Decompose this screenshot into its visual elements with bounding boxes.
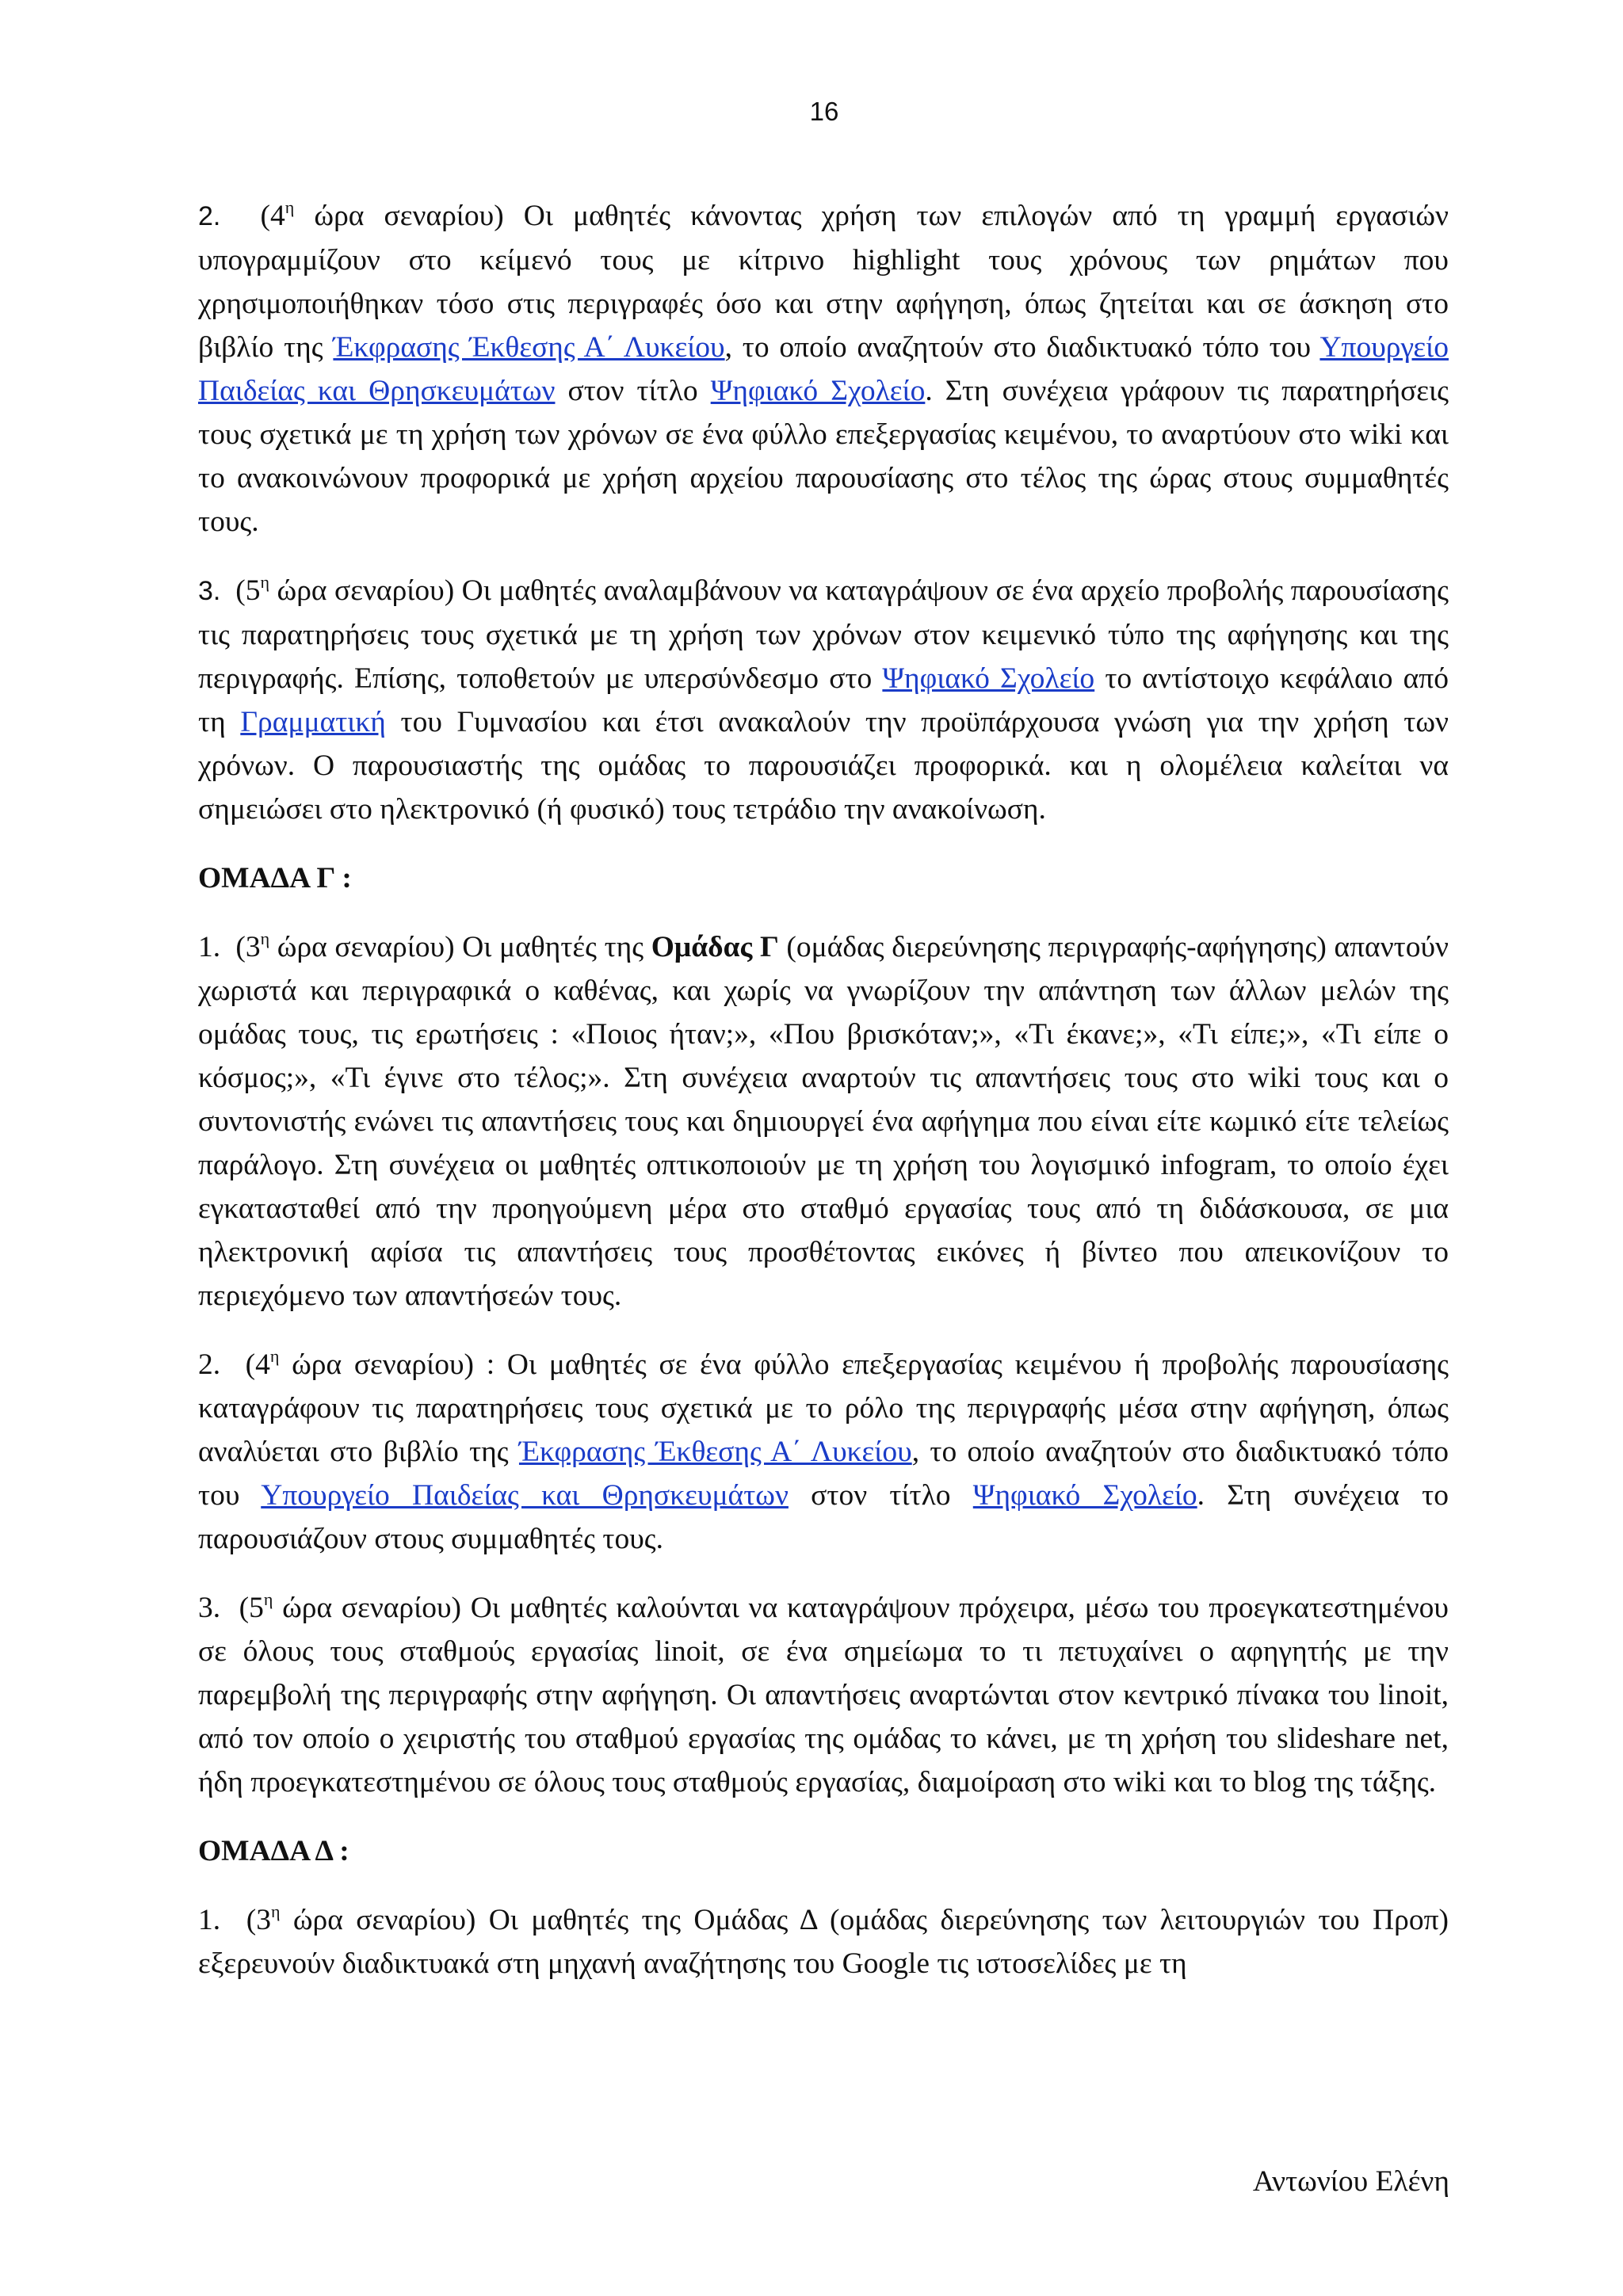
paragraph-text: , το οποίο αναζητούν στο διαδικτυακό τόπο του: [198, 1436, 1449, 1512]
link-digital-school[interactable]: Ψηφιακό Σχολείο: [972, 1479, 1197, 1512]
paragraph-text: (ομάδας διερεύνησης περιγραφής-αφήγησης) απαντούν χωριστά και περιγραφικά ο καθένας, και χωρίς να γνωρίζουν την απάντηση των άλλων μελών της ομάδας τους, τις ερωτήσεις : «Ποιος ήταν;», «Που βρισκόταν;», «Τι έκανε;», «Τι είπε;», «Τι είπε ο κόσμος;», «Τι έγινε στο τέλος;». Στη συνέχεια αναρτούν τις απαντήσεις τους στο wiki τους και ο συντονιστής ενώνει τις απαντήσεις τους και δημιουργεί ένα αφήγημα που είναι είτε κωμικό είτε τελείως παράλογο. Στη συνέχεια οι μαθητές οπτικοποιούν με τη χρήση του λογισμικό infogram, το οποίο έχει εγκατασταθεί από την προηγούμενη μέρα στο σταθμό εργασίας τους από τη διδάσκουσα, σε μια ηλεκτρονική αφίσα τις απαντήσεις τους προσθέτοντας εικόνες ή βίντεο που απεικονίζουν το περιεχόμενο των απαντήσεών τους.: [198, 931, 1449, 1312]
paragraph-text: ώρα σεναρίου) Οι μαθητές καλούνται να καταγράψουν πρόχειρα, μέσω του προεγκατεστημένου σε όλους τους σταθμούς εργασίας linoit, σε ένα σημείωμα το τι πετυχαίνει ο αφηγητής με την παρεμβολή της περιγραφής στην αφήγηση. Οι απαντήσεις αναρτώνται στον κεντρικό πίνακα του linoit, από τον οποίο ο χειριστής του σταθμού εργασίας της ομάδας το κάνει, με τη χρήση του slideshare net, ήδη προεγκατεστημένου σε όλους τους σταθμούς εργασίας, διαμοίραση στο wiki και το blog της τάξης.: [198, 1592, 1449, 1798]
link-ekfrasi-ekthesi-book[interactable]: Έκφρασης Έκθεσης Α΄ Λυκείου: [333, 331, 725, 364]
paragraph-text: . Στη συνέχεια γράφουν τις παρατηρήσεις τους σχετικά με τη χρήση των χρόνων σε ένα φύλλο επεξεργασίας κειμένου, το αναρτύουν στο wiki και το ανακοινώνουν προφορικά με χρήση αρχείου παρουσίασης στο τέλος της ώρας στους συμμαθητές τους.: [198, 375, 1449, 538]
link-ministry-of-education[interactable]: Υπουργείο Παιδείας και Θρησκευμάτων: [198, 331, 1449, 407]
paragraph-group-b-item-3: [198, 569, 1449, 831]
item-number: 3.: [198, 576, 221, 606]
hour-open: (3: [246, 1904, 272, 1936]
paragraph-text: ώρα σεναρίου) : Οι μαθητές σε ένα φύλλο επεξεργασίας κειμένου ή προβολής παρουσίασης καταγράφουν τις παρατηρήσεις τους σχετικά με το ρόλο της περιγραφής μέσα στην αφήγηση, όπως αναλύεται στο βιβλίο της: [198, 1348, 1449, 1468]
hour-open: (3: [235, 931, 261, 963]
paragraph-group-d-item-1: [198, 1898, 1449, 1985]
link-digital-school[interactable]: Ψηφιακό Σχολείο: [710, 375, 926, 407]
paragraph-text: το αντίστοιχο κεφάλαιο από τη: [198, 662, 1449, 738]
hour-open: (4: [245, 1348, 270, 1381]
paragraph-text: . Στη συνέχεια το παρουσιάζουν στους συμμαθητές τους.: [198, 1479, 1449, 1555]
paragraph-text: ώρα σεναρίου) Οι μαθητές της: [269, 931, 651, 963]
paragraph-group-c-item-2: [198, 1343, 1449, 1561]
paragraph-text: στον τίτλο: [555, 375, 711, 407]
ordinal-superscript: η: [271, 1901, 281, 1921]
paragraph-text: ώρα σεναρίου) Οι μαθητές της Ομάδας Δ (ομάδας διερεύνησης των λειτουργιών του Προπ) εξερευνούν διαδικτυακά στη μηχανή αναζήτησης του Google τις ιστοσελίδες με τη: [198, 1904, 1449, 1980]
link-grammar[interactable]: Γραμματική: [240, 706, 386, 738]
ordinal-superscript: η: [285, 197, 295, 217]
page-number: 16: [809, 97, 839, 126]
paragraph-group-c-item-3: [198, 1586, 1449, 1804]
hour-open: (5: [239, 1592, 264, 1624]
ordinal-superscript: η: [260, 572, 270, 592]
group-name-bold: Ομάδας Γ: [651, 931, 779, 963]
link-ekfrasi-ekthesi-book[interactable]: Έκφρασης Έκθεσης Α΄ Λυκείου: [518, 1436, 912, 1468]
ordinal-superscript: η: [260, 929, 270, 948]
item-number: 2.: [198, 201, 221, 231]
link-ministry-of-education[interactable]: Υπουργείο Παιδείας και Θρησκευμάτων: [261, 1479, 789, 1512]
hour-open: (4: [260, 200, 285, 232]
paragraph-group-c-item-1: [198, 925, 1449, 1318]
ordinal-superscript: η: [269, 1346, 280, 1366]
paragraph-text: ώρα σεναρίου) Οι μαθητές αναλαμβάνουν να καταγράψουν σε ένα αρχείο προβολής παρουσίασης τις παρατηρήσεις τους σχετικά με τη χρήση των χρόνων στον κειμενικό τύπο της αφήγησης και της περιγραφής. Επίσης, τοποθετούν με υπερσύνδεσμο στο: [198, 574, 1449, 695]
paragraph-text: , το οποίο αναζητούν στο διαδικτυακό τόπο του: [724, 331, 1320, 364]
item-number: 3.: [198, 1592, 221, 1624]
heading-group-d: ΟΜΑΔΑ Δ :: [198, 1835, 349, 1867]
hour-open: (5: [235, 574, 261, 607]
item-number: 2.: [198, 1348, 221, 1381]
heading-group-c: ΟΜΑΔΑ Γ :: [198, 862, 352, 894]
item-number: 1.: [198, 931, 221, 963]
paragraph-group-b-item-2: [198, 194, 1449, 543]
item-number: 1.: [198, 1904, 221, 1936]
link-digital-school[interactable]: Ψηφιακό Σχολείο: [882, 662, 1095, 695]
paragraph-text: στον τίτλο: [788, 1479, 973, 1512]
paragraph-text: του Γυμνασίου και έτσι ανακαλούν την προϋπάρχουσα γνώση για την χρήση των χρόνων. Ο παρουσιαστής της ομάδας το παρουσιάζει προφορικά. και η ολομέλεια καλείται να σημειώσει στο ηλεκτρονικό (ή φυσικό) τους τετράδιο την ανακοίνωση.: [198, 706, 1449, 826]
ordinal-superscript: η: [263, 1589, 273, 1609]
document-body: [198, 194, 1449, 2011]
paragraph-text: ώρα σεναρίου) Οι μαθητές κάνοντας χρήση των επιλογών από τη γραμμή εργασιών υπογραμμίζουν στο κείμενό τους με κίτρινο highlight τους χρόνους των ρημάτων που χρησιμοποιήθηκαν τόσο στις περιγραφές όσο και στην αφήγηση, όπως ζητείται και σε άσκηση στο βιβλίο της: [198, 200, 1449, 364]
footer-author: Αντωνίου Ελένη: [1252, 2165, 1449, 2198]
